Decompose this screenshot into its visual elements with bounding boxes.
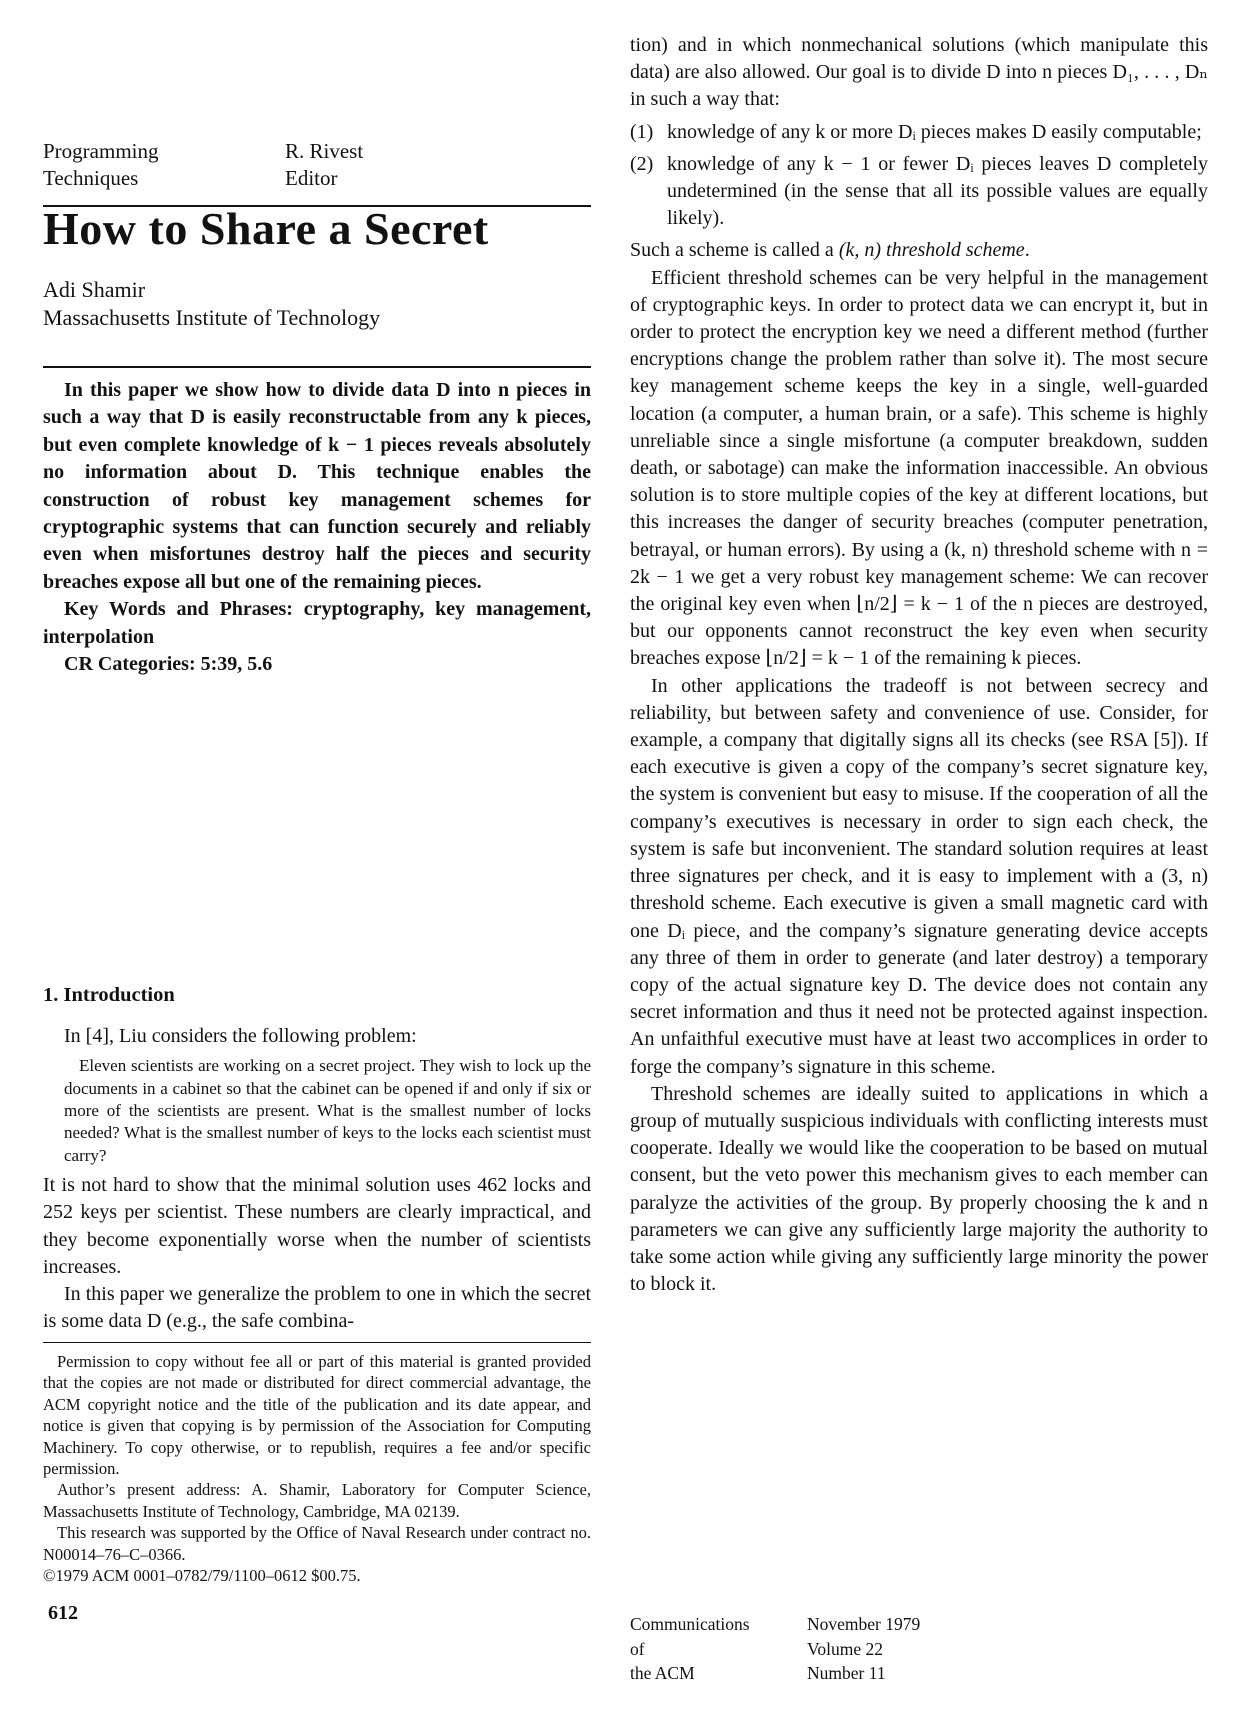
cr-categories-line: CR Categories: 5:39, 5.6: [64, 653, 273, 676]
right-column: [630, 0, 1208, 1712]
footnote-funding: This research was supported by the Office of Naval Research under contract no. N00014–76–C–0366.: [43, 1523, 591, 1564]
intro-paragraph-1: In [4], Liu considers the following problem:: [64, 1025, 417, 1047]
goal-1-text: knowledge of any k or more Dᵢ pieces makes D easily computable;: [667, 120, 1202, 143]
liu-problem-quote: Eleven scientists are working on a secret project. They wish to lock up the documents in a cabinet so that the cabinet can be opened if and only if six or more of the scientists are present. What is the smallest number of locks needed? What is the smallest number of keys to the locks each scientist must carry?: [64, 1056, 591, 1165]
abstract-block: [43, 366, 591, 678]
masthead-section-line2: Techniques: [43, 166, 139, 190]
author-affiliation: Massachusetts Institute of Technology: [43, 305, 381, 330]
goal-2-label: (2): [630, 152, 654, 175]
masthead-section-line1: Programming: [43, 139, 159, 163]
goal-2-text: knowledge of any k − 1 or fewer Dᵢ pieces leaves D completely undetermined (in the sense that all its possible values are equally likely).: [667, 152, 1208, 230]
intro-paragraph-3: In this paper we generalize the problem to one in which the secret is some data D (e.g., the safe combina-: [43, 1283, 591, 1333]
author-block: [43, 276, 380, 332]
issue-date: November 1979: [807, 1614, 921, 1634]
journal-name-line1: Communications: [630, 1614, 750, 1634]
introduction-section: [43, 982, 591, 1335]
continuation-paragraph: tion) and in which nonmechanical solutions (which manipulate this data) are also allowed. Our goal is to divide D into n pieces D₁, . . . , Dₙ in such a way that:: [630, 34, 1208, 111]
goal-item-1: [630, 119, 1208, 146]
abstract-text: In this paper we show how to divide data D into n pieces in such a way that D is easily reconstructable from any k pieces, but even complete knowledge of k − 1 pieces reveals absolutely no information about D. This technique enables the construction of robust key management schemes for cryptographic systems that can function securely and reliably even when misfortunes destroy half the pieces and security breaches expose all but one of the remaining pieces.: [43, 379, 591, 593]
check-signing-paragraph: In other applications the tradeoff is not between secrecy and reliability, but between safety and convenience of use. Consider, for example, a company that digitally signs all its checks (see RSA [5]). If each executive is given a copy of the company’s secret signature key, the system is convenient but easy to misuse. If the cooperation of all the company’s executives is necessary in order to sign each check, the system is safe but inconvenient. The standard solution requires at least three signatures per check, and it is easy to implement with a (3, n) threshold scheme. Each executive is given a small magnetic card with one Dᵢ piece, and the company’s signature generating device accepts any three of them in order to generate (and later destroy) a temporary copy of the actual signature key D. The device does not contain any secret information and thus it need not be protected against inspection. An unfaithful executive must have at least two accomplices in order to forge the company’s signature in this scheme.: [630, 674, 1208, 1078]
threshold-scheme-term: (k, n) threshold scheme: [838, 239, 1025, 262]
editor-name: R. Rivest: [285, 139, 364, 163]
mutual-suspicion-paragraph: Threshold schemes are ideally suited to applications in which a group of mutually suspicious individuals with conflicting interests must cooperate. Ideally we would like the cooperation to be based on mutual consent, but the veto power this mechanism gives to each member can paralyze the activities of the group. By properly choosing the k and n parameters we can give any sufficiently large majority the authority to take some action while giving any sufficiently large minority the power to block it.: [630, 1082, 1208, 1296]
issue-info-block: [807, 1612, 920, 1686]
goal-item-2: [630, 151, 1208, 233]
author-name: Adi Shamir: [43, 277, 146, 302]
introduction-heading: 1. Introduction: [43, 984, 175, 1006]
keywords-line: Key Words and Phrases: cryptography, key management, interpolation: [43, 598, 591, 648]
right-column-text: [630, 32, 1208, 1298]
issue-volume: Volume 22: [807, 1638, 883, 1659]
masthead: [43, 138, 591, 207]
footnote-block: [43, 1342, 591, 1586]
threshold-sentence-tail: .: [1024, 239, 1030, 262]
intro-paragraph-2: It is not hard to show that the minimal solution uses 462 locks and 252 keys per scientist. These numbers are clearly impractical, and they become exponentially worse when the number of scientists increases.: [43, 1174, 591, 1278]
masthead-editor: [285, 138, 363, 192]
editor-role: Editor: [285, 166, 338, 190]
goal-1-label: (1): [630, 120, 654, 143]
key-management-paragraph: Efficient threshold schemes can be very helpful in the management of cryptographic keys. In order to protect data we can encrypt it, but in order to protect the encryption key we need a different method (further encryptions change the problem rather than solve it). The most secure key management scheme keeps the key in a single, well-guarded location (a computer, a human brain, or a safe). This scheme is highly unreliable since a single misfortune (a computer breakdown, sudden death, or sabotage) can make the information inaccessible. An obvious solution is to store multiple copies of the key at different locations, but this increases the danger of security breaches (computer penetration, betrayal, or human errors). By using a (k, n) threshold scheme with n = 2k − 1 we get a very robust key management scheme: We can recover the original key even when ⌊n/2⌋ = k − 1 of the n pieces are destroyed, but our opponents cannot reconstruct the key even when security breaches expose ⌊n/2⌋ = k − 1 of the remaining k pieces.: [630, 266, 1208, 670]
footnote-permission: Permission to copy without fee all or part of this material is granted provided that the copies are not made or distributed for direct commercial advantage, the ACM copyright notice and the title of the publication and its date appear, and notice is given that copying is by permission of the Association for Computing Machinery. To copy otherwise, or to republish, requires a fee and/or specific permission.: [43, 1352, 591, 1479]
footnote-address: Author’s present address: A. Shamir, Laboratory for Computer Science, Massachusetts Institute of Technology, Cambridge, MA 02139.: [43, 1480, 591, 1521]
journal-footer: [630, 1612, 1208, 1686]
threshold-scheme-sentence: [630, 237, 1208, 264]
page-title: How to Share a Secret: [43, 203, 489, 254]
left-column: [43, 0, 591, 1712]
issue-number: Number 11: [807, 1663, 886, 1684]
footnote-copyright: ©1979 ACM 0001–0782/79/1100–0612 $00.75.: [43, 1566, 361, 1586]
threshold-sentence-lead: Such a scheme is called a: [630, 239, 839, 262]
page-number: 612: [48, 1602, 78, 1624]
journal-name-line3: the ACM: [630, 1663, 695, 1684]
journal-name-line2: of: [630, 1638, 645, 1659]
